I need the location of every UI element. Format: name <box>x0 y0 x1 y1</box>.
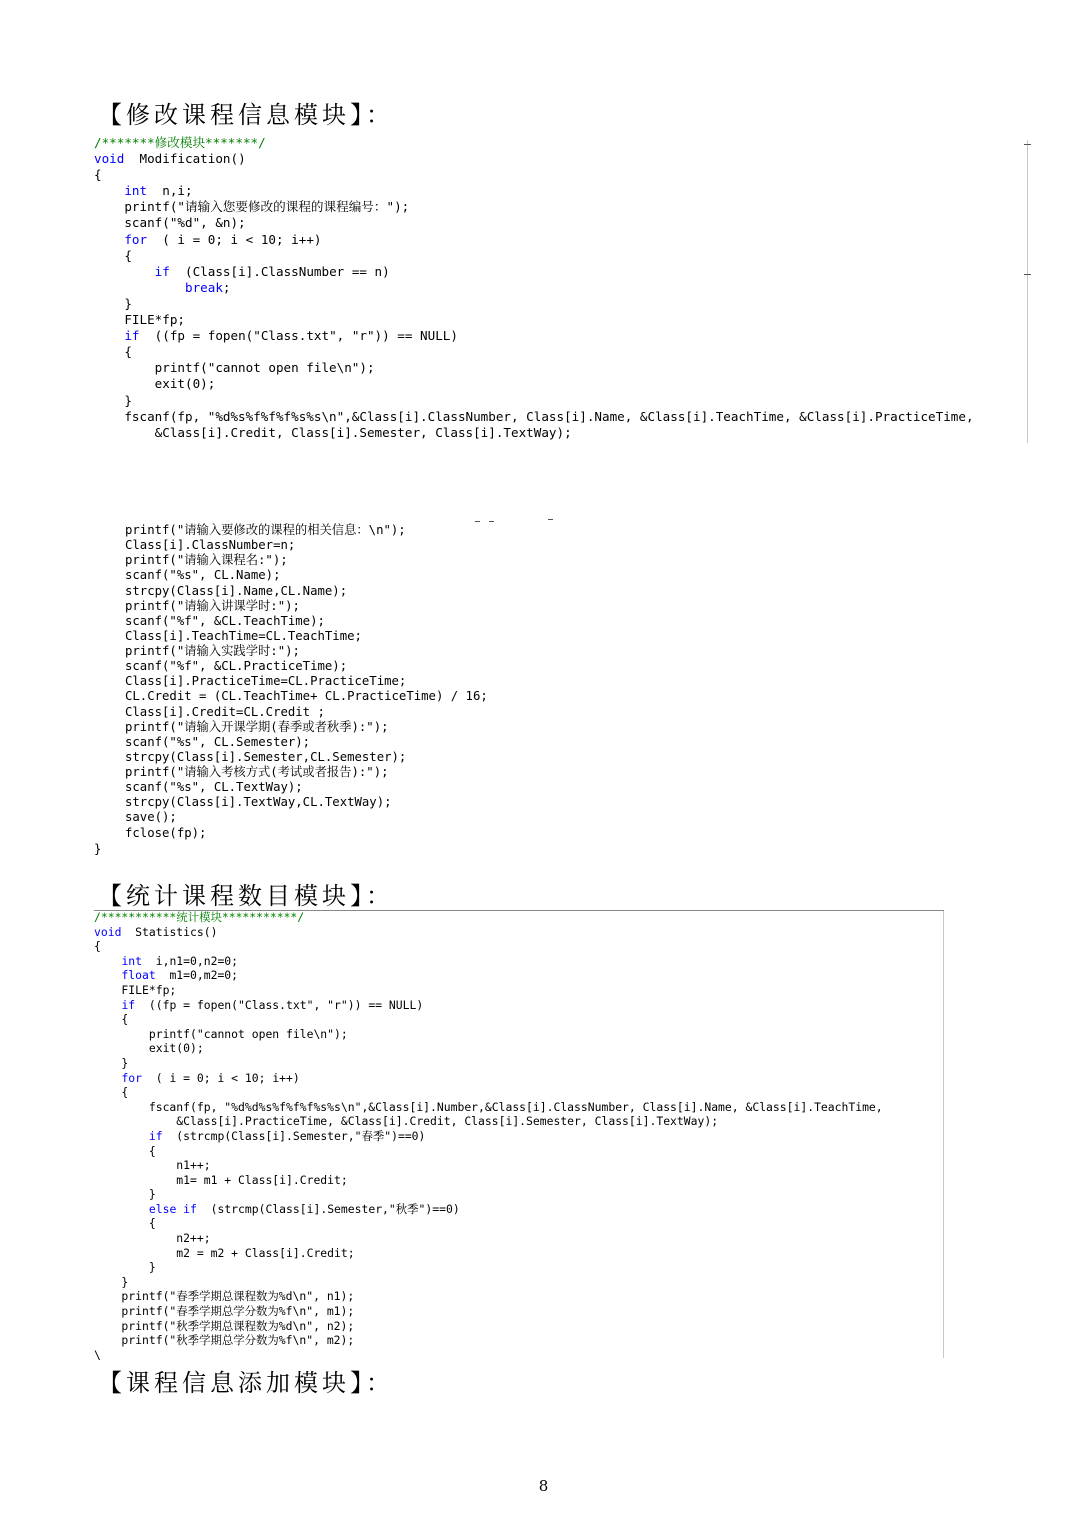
code-text: } <box>94 1260 156 1275</box>
code-text: { <box>94 1085 129 1100</box>
code-text <box>94 1202 149 1216</box>
code-line <box>94 925 883 940</box>
code-text: fscanf(fp, "%d%s%f%f%f%s%s\n",&Class[i].ClassNumber, Class[i].Name, &Class[i].TeachTime, &Class[i].PracticeTime, <box>94 408 974 424</box>
code-line <box>94 328 974 344</box>
code-text: &Class[i].Credit, Class[i].Semester, Class[i].TextWay); <box>94 424 572 440</box>
code-text: scanf("%d", &n); <box>94 215 246 231</box>
code-line <box>94 409 974 425</box>
code-keyword: for <box>121 1070 143 1085</box>
code-line <box>94 910 883 925</box>
code-line <box>94 215 974 231</box>
code-text: Class[i].TeachTime=CL.TeachTime; <box>125 628 362 643</box>
code-line <box>125 584 488 599</box>
code-text: ; <box>222 279 231 295</box>
code-text: { <box>94 247 132 263</box>
code-line <box>94 360 974 376</box>
code-line <box>94 968 883 983</box>
code-text <box>94 998 121 1012</box>
code-line <box>94 344 974 360</box>
code-line <box>125 538 488 553</box>
code-line <box>125 795 488 810</box>
code-line <box>94 1100 883 1115</box>
code-line <box>125 689 488 704</box>
code-line <box>94 376 974 392</box>
code-text: Class[i].ClassNumber=n; <box>125 538 296 553</box>
code-line <box>94 983 883 998</box>
code-line <box>94 1202 883 1217</box>
code-text: printf("请输入实践学时:"); <box>125 644 300 658</box>
screenshot-edge-right-3 <box>943 911 944 1358</box>
code-line <box>125 780 488 795</box>
code-keyword: int <box>124 183 148 199</box>
code-line <box>94 1041 883 1056</box>
code-text: strcpy(Class[i].Semester,CL.Semester); <box>125 749 407 764</box>
code-line <box>125 629 488 644</box>
code-text: } <box>94 1274 129 1289</box>
code-line <box>125 553 488 568</box>
code-text: printf("请输入开课学期(春季或者秋季):"); <box>125 719 389 734</box>
code-line <box>94 1216 883 1231</box>
code-keyword: if <box>148 1128 163 1143</box>
code-modification <box>94 135 974 441</box>
code-line <box>94 264 974 280</box>
code-text: printf("请输入课程名:"); <box>125 553 288 568</box>
code-text <box>94 328 124 343</box>
code-keyword: if <box>121 997 136 1012</box>
code-line <box>94 1304 883 1319</box>
code-line <box>94 135 974 151</box>
code-text: m1= m1 + Class[i].Credit; <box>94 1172 348 1187</box>
code-line <box>125 614 488 629</box>
code-line <box>125 826 488 841</box>
code-keyword: if <box>124 328 140 344</box>
code-text <box>94 954 121 968</box>
code-line <box>94 1144 883 1159</box>
code-line <box>125 568 488 583</box>
code-line <box>94 1348 883 1363</box>
code-text: ( i = 0; i < 10; i++) <box>147 231 322 247</box>
code-text: (strcmp(Class[i].Semester,"秋季")==0) <box>196 1201 460 1216</box>
code-text: scanf("%s", CL.TextWay); <box>125 780 303 795</box>
code-text: printf("春季学期总课程数为%d\n", n1); <box>94 1289 355 1304</box>
code-text <box>94 968 121 982</box>
code-text: Statistics() <box>121 924 218 939</box>
code-text: { <box>94 167 102 183</box>
code-line <box>94 1129 883 1144</box>
code-text: } <box>94 1187 156 1202</box>
screenshot-artifact <box>475 521 480 522</box>
code-text <box>94 280 185 295</box>
code-line <box>94 1056 883 1071</box>
code-line <box>125 659 488 674</box>
heading-statistics-module: 【统计课程数目模块】： <box>98 882 394 910</box>
code-text: printf("请输入讲课学时:"); <box>125 598 300 613</box>
code-line <box>125 765 488 780</box>
code-line <box>94 167 974 183</box>
code-text: FILE*fp; <box>94 312 185 328</box>
code-text: exit(0); <box>94 376 216 392</box>
code-text: ((fp = fopen("Class.txt", "r")) == NULL) <box>139 328 458 344</box>
code-text: } <box>94 295 132 311</box>
code-keyword: for <box>124 231 148 247</box>
code-line <box>94 248 974 264</box>
code-line <box>94 1158 883 1173</box>
code-line <box>125 523 488 538</box>
code-modification-continued <box>125 523 488 841</box>
code-text: printf("cannot open file\n"); <box>94 360 375 376</box>
code-line <box>94 393 974 409</box>
code-text: printf("请输入要修改的课程的相关信息：\n"); <box>125 523 406 537</box>
code-text: { <box>94 1216 156 1231</box>
code-statistics <box>94 910 883 1362</box>
closing-brace: } <box>94 842 102 856</box>
code-line <box>94 425 974 441</box>
code-line <box>94 1027 883 1042</box>
code-text: Class[i].Credit=CL.Credit ; <box>125 704 325 719</box>
screenshot-artifact <box>548 519 553 520</box>
code-line <box>94 183 974 199</box>
code-line <box>94 1085 883 1100</box>
code-text: scanf("%s", CL.Name); <box>125 568 281 583</box>
code-line <box>94 939 883 954</box>
code-line <box>125 705 488 720</box>
heading-modify-module: 【修改课程信息模块】： <box>98 101 394 129</box>
code-text: n1++; <box>94 1158 211 1173</box>
screenshot-edge-right-1 <box>1027 140 1028 443</box>
code-line <box>94 1173 883 1188</box>
code-line <box>94 296 974 312</box>
code-line <box>94 280 974 296</box>
code-text: strcpy(Class[i].Name,CL.Name); <box>125 583 348 598</box>
code-text: \ <box>94 1347 101 1362</box>
code-text: (Class[i].ClassNumber == n) <box>169 263 390 279</box>
code-line <box>125 750 488 765</box>
code-keyword: if <box>183 1201 197 1216</box>
code-text <box>94 1129 149 1143</box>
code-line <box>125 810 488 825</box>
code-text: } <box>94 1055 129 1070</box>
code-line <box>125 720 488 735</box>
code-text: printf("秋季学期总课程数为%d\n", n2); <box>94 1318 355 1333</box>
code-text: m2 = m2 + Class[i].Credit; <box>94 1245 355 1260</box>
code-text: { <box>94 1012 129 1027</box>
code-text: FILE*fp; <box>94 982 177 997</box>
code-line <box>125 644 488 659</box>
code-line <box>94 1012 883 1027</box>
code-text: } <box>94 392 132 408</box>
code-line <box>125 735 488 750</box>
code-line <box>125 599 488 614</box>
code-text: fscanf(fp, "%d%d%s%f%f%f%s%s\n",&Class[i].Number,&Class[i].ClassNumber, Class[i].Name, &Class[i].TeachTime, <box>94 1099 883 1114</box>
code-line <box>94 1260 883 1275</box>
code-text: scanf("%s", CL.Semester); <box>125 734 311 749</box>
code-comment: /*******修改模块*******/ <box>94 135 266 150</box>
code-text: n,i; <box>147 183 193 199</box>
heading-add-module: 【课程信息添加模块】： <box>98 1369 394 1397</box>
code-keyword: else <box>148 1201 177 1216</box>
screenshot-artifact <box>489 521 494 522</box>
code-text: CL.Credit = (CL.TeachTime+ CL.PracticeTime) / 16; <box>125 689 488 704</box>
code-text: Modification() <box>124 151 246 167</box>
page-number: 8 <box>538 1477 549 1495</box>
code-text: { <box>94 344 132 360</box>
code-text <box>94 183 124 198</box>
code-line <box>94 998 883 1013</box>
code-text: ((fp = fopen("Class.txt", "r")) == NULL) <box>135 997 424 1012</box>
code-text: exit(0); <box>94 1041 204 1056</box>
code-text: n2++; <box>94 1231 211 1246</box>
code-keyword: void <box>94 151 125 167</box>
code-text: save(); <box>125 810 177 825</box>
code-text <box>94 264 155 279</box>
code-text: printf("秋季学期总学分数为%f\n", m2); <box>94 1333 355 1348</box>
screenshot-tick <box>1024 144 1031 145</box>
code-text: scanf("%f", &CL.TeachTime); <box>125 613 325 628</box>
code-line <box>94 1319 883 1334</box>
code-line <box>94 199 974 215</box>
code-keyword: break <box>185 279 223 295</box>
code-line <box>94 1231 883 1246</box>
code-line <box>94 1114 883 1129</box>
code-line <box>94 1275 883 1290</box>
code-text: ( i = 0; i < 10; i++) <box>142 1070 300 1085</box>
code-text: printf("cannot open file\n"); <box>94 1026 348 1041</box>
code-text <box>94 1071 121 1085</box>
code-line <box>94 312 974 328</box>
code-text <box>94 232 124 247</box>
code-line <box>94 232 974 248</box>
code-line <box>94 1289 883 1304</box>
code-keyword: int <box>121 953 143 968</box>
code-line <box>94 954 883 969</box>
code-text: printf("春季学期总学分数为%f\n", m1); <box>94 1304 355 1319</box>
code-keyword: void <box>94 924 122 939</box>
code-text: &Class[i].PracticeTime, &Class[i].Credit, Class[i].Semester, Class[i].TextWay); <box>94 1114 719 1129</box>
code-text: Class[i].PracticeTime=CL.PracticeTime; <box>125 674 407 689</box>
code-text: scanf("%f", &CL.PracticeTime); <box>125 659 348 674</box>
screenshot-tick <box>1024 274 1031 275</box>
code-text: printf("请输入您要修改的课程的课程编号："); <box>94 199 410 215</box>
code-line <box>94 1246 883 1261</box>
code-line <box>94 1187 883 1202</box>
code-keyword: float <box>121 968 156 983</box>
code-text: strcpy(Class[i].TextWay,CL.TextWay); <box>125 795 392 810</box>
code-text: fclose(fp); <box>125 825 207 840</box>
code-line <box>94 1333 883 1348</box>
code-text: { <box>94 1143 156 1158</box>
code-text: { <box>94 939 101 954</box>
code-keyword: if <box>154 263 170 279</box>
code-comment: /***********统计模块***********/ <box>94 910 305 924</box>
code-text: (strcmp(Class[i].Semester,"春季")==0) <box>162 1128 426 1143</box>
code-line <box>125 674 488 689</box>
code-text: i,n1=0,n2=0; <box>142 953 239 968</box>
code-text: m1=0,m2=0; <box>155 968 239 983</box>
code-line <box>94 151 974 167</box>
code-line <box>94 1071 883 1086</box>
code-text: printf("请输入考核方式(考试或者报告):"); <box>125 765 389 779</box>
